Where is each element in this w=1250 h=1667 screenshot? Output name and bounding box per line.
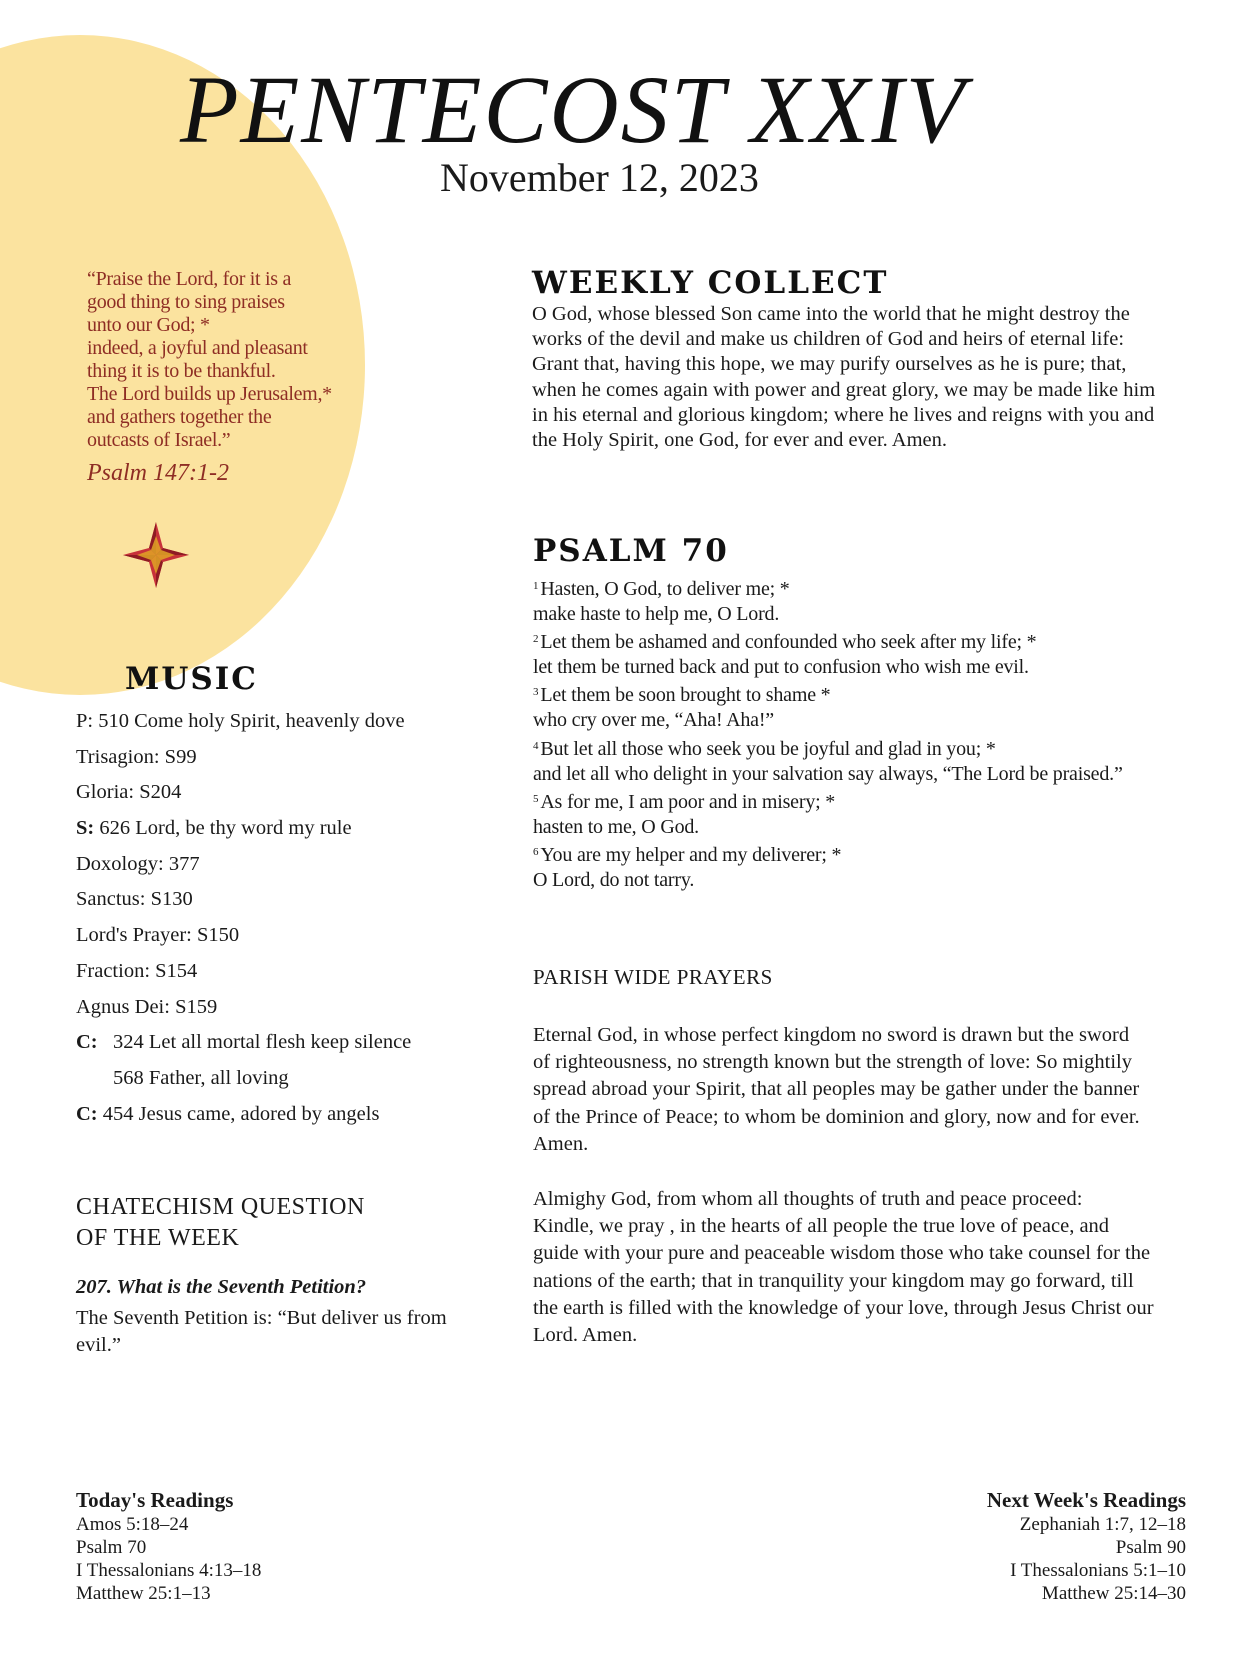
prayer-line: Almighy God, from whom all thoughts of truth and peace proceed:	[533, 1188, 1083, 1210]
catechism-answer	[76, 1305, 447, 1359]
collect-line: works of the devil and make us children of God and heirs of eternal life:	[532, 328, 1125, 351]
music-item-prefix: C:	[76, 1102, 98, 1125]
music-heading: MUSIC	[125, 661, 258, 697]
psalm-verse	[533, 574, 1123, 602]
reading-item: I Thessalonians 5:1–10	[1010, 1560, 1186, 1581]
music-item-text: Sanctus: S130	[76, 888, 193, 911]
quote-line: The Lord builds up Jerusalem,*	[87, 383, 332, 405]
quote-line: unto our God; *	[87, 314, 210, 336]
psalm-verse	[533, 734, 1123, 762]
verse-text: and let all who delight in your salvation say always, “The Lord be praised.”	[533, 762, 1123, 785]
catechism-answer-line: The Seventh Petition is: “But deliver us from	[76, 1307, 447, 1329]
music-item-text: 568 Father, all loving	[113, 1066, 289, 1089]
music-item	[76, 958, 411, 994]
service-date: November 12, 2023	[440, 155, 759, 200]
music-item-text: Doxology: 377	[76, 852, 200, 875]
music-item-text: Lord's Prayer: S150	[76, 924, 240, 947]
quote-reference: Psalm 147:1-2	[87, 460, 229, 486]
prayers-heading: PARISH WIDE PRAYERS	[533, 965, 773, 989]
psalm-verse	[533, 627, 1123, 655]
music-item-text: Agnus Dei: S159	[76, 995, 218, 1018]
catechism-heading	[76, 1192, 365, 1254]
psalm-verse	[533, 868, 1123, 893]
music-item	[76, 922, 411, 958]
verse-text: As for me, I am poor and in misery; *	[540, 790, 836, 813]
music-item-text: P: 510 Come holy Spirit, heavenly dove	[76, 710, 405, 732]
music-item-text: Gloria: S204	[76, 781, 182, 804]
verse-text: Let them be ashamed and confounded who seek after my life; *	[540, 631, 1037, 654]
psalm-quote	[87, 268, 357, 452]
collect-heading: WEEKLY COLLECT	[532, 265, 889, 301]
verse-number: 6	[533, 845, 539, 858]
catechism-heading-line: OF THE WEEK	[76, 1225, 240, 1251]
music-item-text: 324 Let all mortal flesh keep silence	[113, 1031, 412, 1054]
psalm-verse	[533, 708, 1123, 733]
reading-item: Zephaniah 1:7, 12–18	[1019, 1514, 1186, 1535]
next-week-readings	[987, 1488, 1186, 1605]
prayer-line: nations of the earth; that in tranquility your kingdom may go forward, till	[533, 1269, 1134, 1292]
music-item	[76, 1065, 411, 1101]
music-item-prefix: C:	[76, 1031, 98, 1054]
music-item	[76, 1101, 411, 1137]
collect-line: in his eternal and glorious kingdom; where he lives and reigns with you and	[532, 403, 1155, 426]
reading-item: Psalm 70	[76, 1537, 147, 1558]
cross-icon	[123, 522, 189, 588]
reading-item: Psalm 90	[1115, 1537, 1186, 1558]
quote-line: indeed, a joyful and pleasant	[87, 337, 308, 359]
psalm-text	[533, 574, 1123, 893]
collect-line: O God, whose blessed Son came into the world that he might destroy the	[532, 303, 1130, 325]
collect-line: Grant that, having this hope, we may purify ourselves as he is pure; that,	[532, 353, 1127, 376]
psalm-verse	[533, 602, 1123, 627]
prayer-line: spread abroad your Spirit, that all peoples may be gather under the banner	[533, 1078, 1140, 1101]
music-item-prefix: S:	[76, 817, 95, 840]
music-item-text: 454 Jesus came, adored by angels	[97, 1102, 380, 1125]
music-item	[76, 851, 411, 887]
verse-number: 3	[533, 686, 539, 699]
prayer-text	[533, 1022, 1140, 1158]
music-item	[76, 815, 411, 851]
music-item-text: Trisagion: S99	[76, 745, 197, 768]
verse-text: You are my helper and my deliverer; *	[540, 843, 842, 866]
verse-text: O Lord, do not tarry.	[533, 869, 695, 892]
todays-readings	[76, 1488, 261, 1605]
catechism-heading-line: CHATECHISM QUESTION	[76, 1194, 365, 1220]
verse-text: Let them be soon brought to shame *	[540, 684, 831, 707]
quote-line: outcasts of Israel.”	[87, 429, 231, 451]
music-item	[76, 886, 411, 922]
quote-line: “Praise the Lord, for it is a	[87, 268, 292, 290]
prayer-line: Lord. Amen.	[533, 1324, 638, 1347]
music-item	[76, 779, 411, 815]
prayer-line: of the Prince of Peace; to whom be dominion and glory, now and for ever.	[533, 1105, 1140, 1128]
page-title: PENTECOST XXIV	[180, 56, 967, 163]
verse-text: hasten to me, O God.	[533, 815, 699, 838]
catechism-question: 207. What is the Seventh Petition?	[76, 1276, 367, 1298]
verse-number: 1	[533, 580, 539, 592]
music-item-text: 626 Lord, be thy word my rule	[94, 817, 352, 840]
verse-number: 2	[533, 633, 539, 646]
reading-item: Matthew 25:1–13	[76, 1583, 211, 1604]
reading-item: Amos 5:18–24	[76, 1514, 189, 1535]
verse-text: who cry over me, “Aha! Aha!”	[533, 709, 774, 732]
music-item	[76, 1029, 411, 1065]
prayer-text	[533, 1186, 1154, 1349]
prayer-line: Kindle, we pray , in the hearts of all people the true love of peace, and	[533, 1215, 1110, 1238]
collect-text	[532, 302, 1155, 453]
prayer-line: Amen.	[533, 1132, 589, 1155]
verse-number: 5	[533, 792, 539, 805]
verse-text: Hasten, O God, to deliver me; *	[540, 578, 790, 600]
reading-item: I Thessalonians 4:13–18	[76, 1560, 262, 1581]
psalm-verse	[533, 655, 1123, 680]
prayer-line: Eternal God, in whose perfect kingdom no sword is drawn but the sword	[533, 1024, 1130, 1046]
psalm-verse	[533, 840, 1123, 868]
verse-text: let them be turned back and put to confusion who wish me evil.	[533, 656, 1029, 679]
music-item-text: Fraction: S154	[76, 959, 198, 982]
psalm-verse	[533, 762, 1123, 787]
verse-text: But let all those who seek you be joyful and glad in you; *	[540, 737, 996, 760]
quote-line: good thing to sing praises	[87, 291, 285, 313]
reading-item: Matthew 25:14–30	[1041, 1583, 1186, 1604]
music-item	[76, 744, 411, 780]
quote-line: thing it is to be thankful.	[87, 360, 276, 382]
psalm-verse	[533, 787, 1123, 815]
music-item	[76, 708, 411, 744]
music-item	[76, 994, 411, 1030]
verse-number: 4	[533, 739, 539, 752]
quote-line: and gathers together the	[87, 406, 272, 428]
prayer-line: the earth is filled with the knowledge of your love, through Jesus Christ our	[533, 1296, 1154, 1319]
psalm-heading: PSALM 70	[533, 533, 729, 569]
psalm-verse	[533, 680, 1123, 708]
collect-line: the Holy Spirit, one God, for ever and ever. Amen.	[532, 429, 948, 452]
collect-line: when he comes again with power and great glory, we may be made like him	[532, 378, 1156, 401]
verse-text: make haste to help me, O Lord.	[533, 603, 780, 626]
music-list	[76, 708, 411, 1136]
psalm-verse	[533, 815, 1123, 840]
prayer-line: of righteousness, no strength known but the strength of love: So mightily	[533, 1051, 1133, 1074]
next-week-readings-heading: Next Week's Readings	[986, 1488, 1186, 1512]
catechism-answer-line: evil.”	[76, 1334, 121, 1356]
prayer-line: guide with your pure and peaceable wisdom those who take counsel for the	[533, 1242, 1151, 1265]
todays-readings-heading: Today's Readings	[76, 1488, 234, 1512]
